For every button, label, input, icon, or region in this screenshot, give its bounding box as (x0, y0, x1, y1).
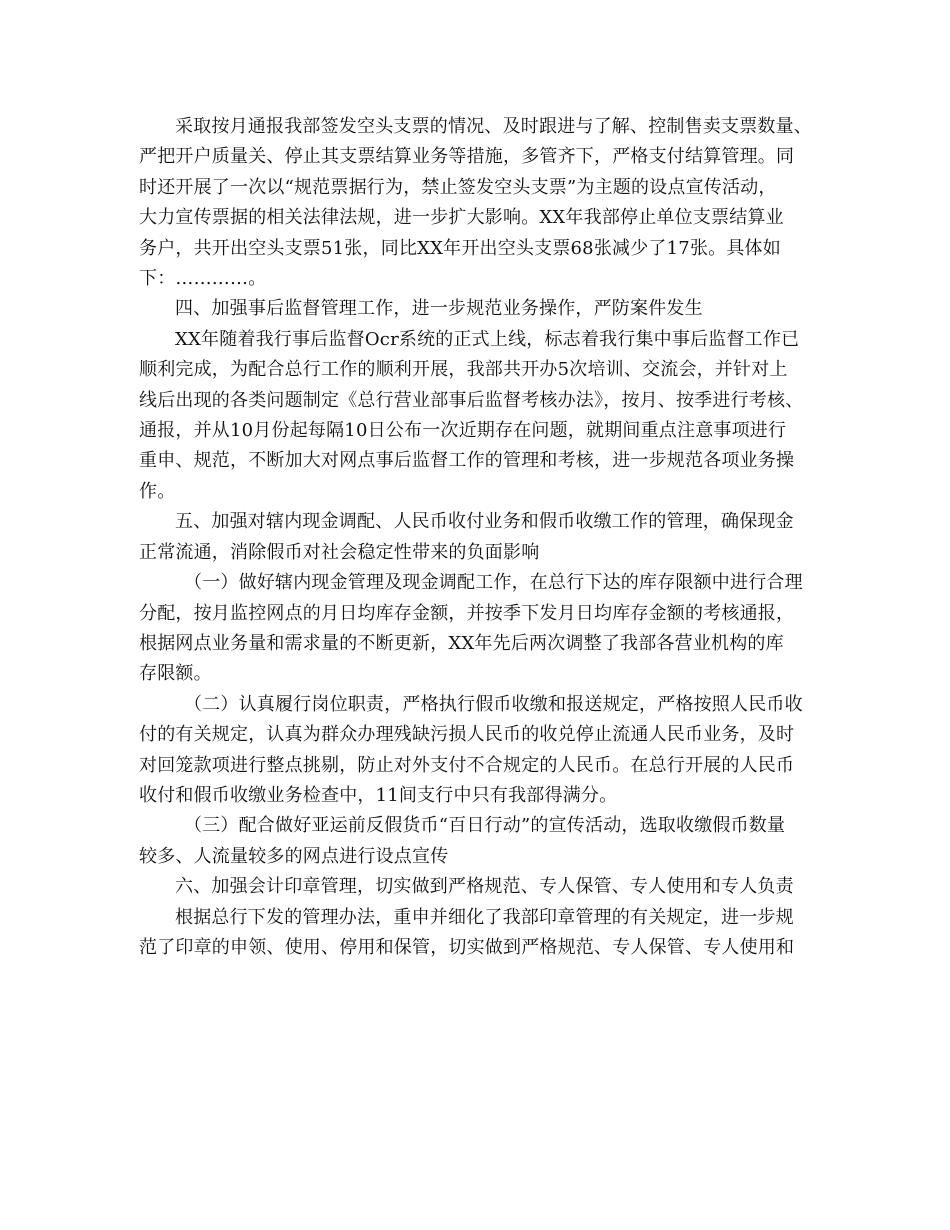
paragraph-seal-rules (139, 903, 839, 964)
section-heading-supervision (139, 294, 839, 324)
text-line: 务户，共开出空头支票51张，同比XX年开出空头支票68张减少了17张。具体如 (139, 237, 781, 259)
text-line: 收付和假币收缴业务检查中，11间支行中只有我部得满分。 (139, 784, 618, 806)
text-line: 顺利完成，为配合总行工作的顺利开展，我部共开办5次培训、交流会，并针对上 (139, 359, 788, 381)
text-line: 较多、人流量较多的网点进行设点宣传 (139, 845, 449, 867)
text-line: 严把开户质量关、停止其支票结算业务等措施，多管齐下，严格支付结算管理。同 (139, 146, 795, 168)
text-line: （一）做好辖内现金管理及现金调配工作，在总行下达的库存限额中进行合理 (184, 572, 803, 594)
paragraph-ocr-supervision (139, 325, 839, 507)
text-line: （二）认真履行岗位职责，严格执行假币收缴和报送规定，严格按照人民币收 (184, 693, 803, 715)
document-body (139, 112, 839, 963)
section-heading-cash-management (139, 507, 839, 568)
text-line: 范了印章的申领、使用、停用和保管，切实做到严格规范、专人保管、专人使用和 (139, 936, 795, 958)
text-line: 存限额。 (139, 663, 212, 685)
text-line: 大力宣传票据的相关法律法规，进一步扩大影响。XX年我部停止单位支票结算业 (139, 207, 784, 229)
text-line: 四、加强事后监督管理工作，进一步规范业务操作，严防案件发生 (175, 298, 703, 320)
text-line: 六、加强会计印章管理，切实做到严格规范、专人保管、专人使用和专人负责 (175, 876, 794, 898)
subsection-counterfeit-collection (139, 690, 839, 812)
text-line: 下：…………。 (139, 268, 267, 290)
text-line: 时还开展了一次以“规范票据行为，禁止签发空头支票”为主题的设点宣传活动， (139, 176, 777, 198)
subsection-publicity-campaign (139, 811, 839, 872)
text-line: 重申、规范，不断加大对网点事后监督工作的管理和考核，进一步规范各项业务操 (139, 450, 795, 472)
text-line: 五、加强对辖内现金调配、人民币收付业务和假币收缴工作的管理，确保现金 (175, 511, 794, 533)
text-line: 通报，并从10月份起每隔10日公布一次近期存在问题，就期间重点注意事项进行 (139, 420, 787, 442)
text-line: 对回笼款项进行整点挑剔，防止对外支付不合规定的人民币。在总行开展的人民币 (139, 754, 795, 776)
text-line: XX年随着我行事后监督Ocr系统的正式上线，标志着我行集中事后监督工作已 (175, 328, 800, 350)
text-line: 分配，按月监控网点的月日均库存金额，并按季下发月日均库存金额的考核通报， (139, 602, 795, 624)
text-line: 付的有关规定，认真为群众办理残缺污损人民币的收兑停止流通人民币业务，及时 (139, 724, 795, 746)
text-line: 采取按月通报我部签发空头支票的情况、及时跟进与了解、控制售卖支票数量、 (175, 116, 812, 137)
text-line: 根据总行下发的管理办法，重申并细化了我部印章管理的有关规定，进一步规 (175, 906, 794, 928)
text-line: 根据网点业务量和需求量的不断更新，XX年先后两次调整了我部各营业机构的库 (139, 632, 784, 654)
text-line: （三）配合做好亚运前反假货币“百日行动”的宣传活动，选取收缴假币数量 (184, 815, 786, 837)
section-heading-seal-management (139, 872, 839, 902)
text-line: 作。 (139, 480, 176, 502)
text-line: 正常流通，消除假币对社会稳定性带来的负面影响 (139, 541, 540, 563)
paragraph-payment-settlement (139, 112, 839, 294)
subsection-cash-allocation (139, 568, 839, 690)
text-line: 线后出现的各类问题制定《总行营业部事后监督考核办法》，按月、按季进行考核、 (139, 389, 804, 411)
